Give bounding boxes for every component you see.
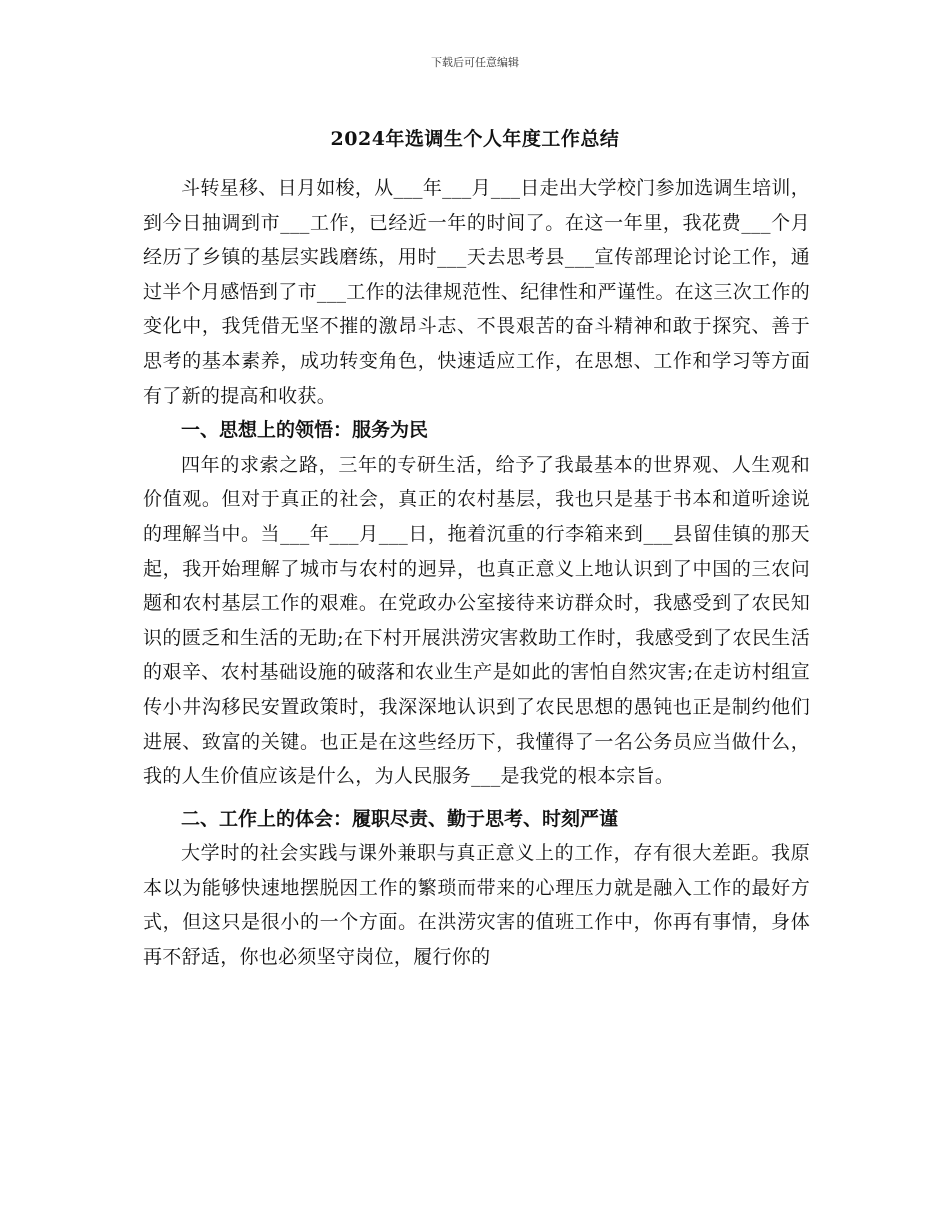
section-1-heading: 一、思想上的领悟：服务为民 xyxy=(181,419,429,442)
section-1-paragraph: 四年的求索之路，三年的专研生活，给予了我最基本的世界观、人生观和价值观。但对于真正的社会，真正的农村基层，我也只是基于书本和道听途说的理解当中。当___年___月___日，拖着沉重的行李箱来到___县留佳镇的那天起，我开始理解了城市与农村的迥异，也真正意义上地认识到了中国的三农问题和农村基层工作的艰难。在党政办公室接待来访群众时，我感受到了农民知识的匮乏和生活的无助;在下村开展洪涝灾害救助工作时，我感受到了农民生活的艰辛、农村基础设施的破落和农业生产是如此的害怕自然灾害;在走访村组宣传小井沟移民安置政策时，我深深地认识到了农民思想的愚钝也正是制约他们进展、致富的关键。也正是在这些经历下，我懂得了一名公务员应当做什么，我的人生价值应该是什么，为人民服务___是我党的根本宗旨。 xyxy=(143,453,810,788)
intro-paragraph: 斗转星移、日月如梭，从___年___月___日走出大学校门参加选调生培训，到今日抽调到市___工作，已经近一年的时间了。在这一年里，我花费___个月经历了乡镇的基层实践磨练，用时___天去思考县___宣传部理论讨论工作，通过半个月感悟到了市___工作的法律规范性、纪律性和严谨性。在这三次工作的变化中，我凭借无坚不摧的激昂斗志、不畏艰苦的奋斗精神和敢于探究、善于思考的基本素养，成功转变角色，快速适应工作，在思想、工作和学习等方面有了新的提高和收获。 xyxy=(143,177,810,407)
page-header: 下载后可任意编辑 xyxy=(431,56,519,69)
document-body xyxy=(143,171,810,975)
document-title: 2024年选调生个人年度工作总结 xyxy=(330,128,620,150)
section-2-heading: 二、工作上的体会：履职尽责、勤于思考、时刻严谨 xyxy=(181,807,619,830)
section-2-paragraph: 大学时的社会实践与课外兼职与真正意义上的工作，存有很大差距。我原本以为能够快速地摆脱因工作的繁琐而带来的心理压力就是融入工作的最好方式，但这只是很小的一个方面。在洪涝灾害的值班工作中，你再有事情，身体再不舒适，你也必须坚守岗位，履行你的 xyxy=(143,842,810,969)
